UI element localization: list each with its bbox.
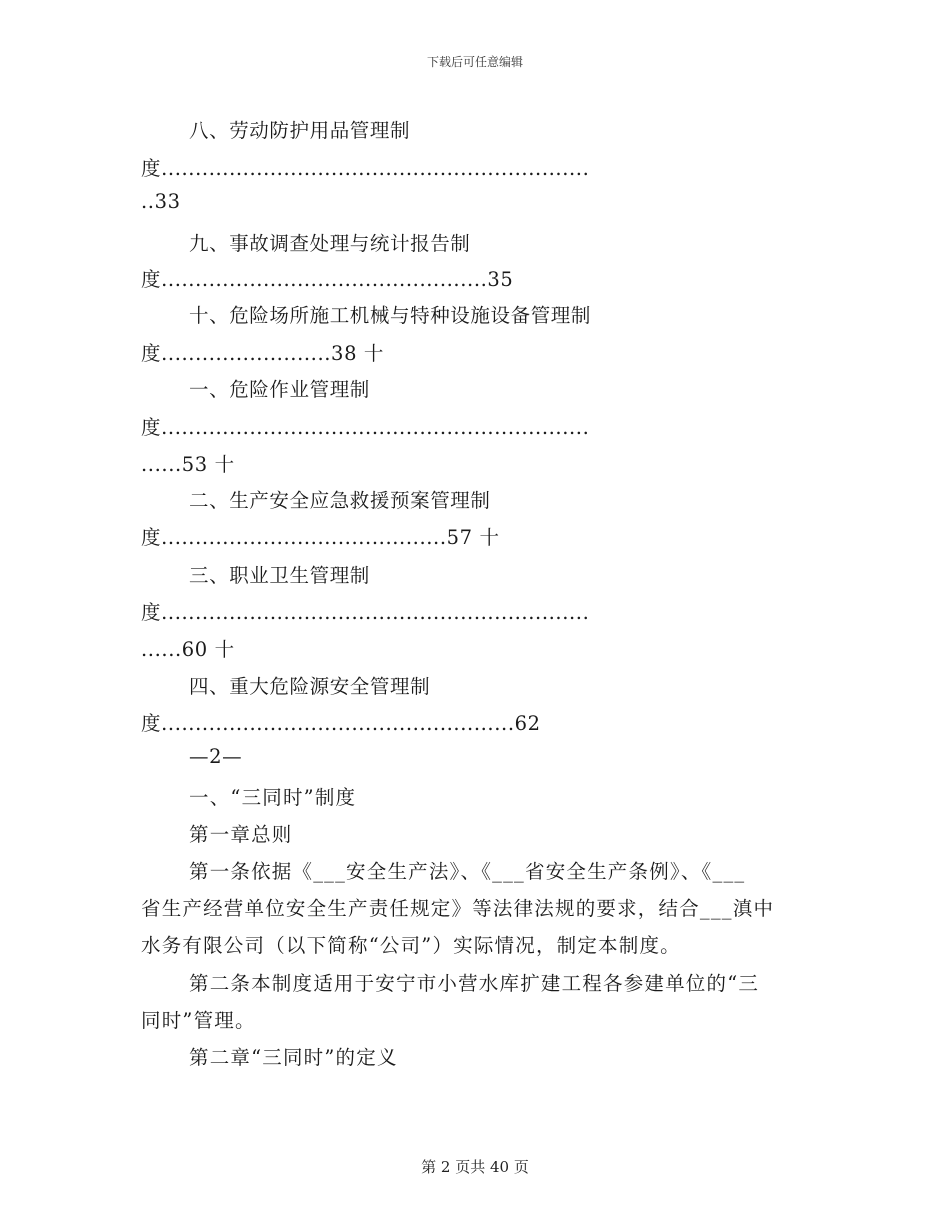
chapter-heading: 第二章“三同时”的定义 [189, 1046, 398, 1069]
toc-leader: 度............................................................... [141, 416, 590, 439]
toc-page-number: ......53 十 [141, 453, 235, 476]
page-header: 下载后可任意编辑 [426, 55, 523, 69]
toc-title: 八、劳动防护用品管理制 [189, 119, 411, 142]
toc-title: 九、事故调查处理与统计报告制 [189, 232, 471, 255]
toc-title: 十、危险场所施工机械与特种设施设备管理制 [189, 304, 592, 327]
section-title: 一、“三同时”制度 [189, 786, 357, 809]
toc-title: 四、重大危险源安全管理制 [189, 675, 431, 698]
article-line: 水务有限公司（以下简称“公司”）实际情况，制定本制度。 [141, 934, 681, 957]
toc-leader: 度................................................35 [141, 268, 514, 291]
toc-page-number: ......60 十 [141, 638, 235, 661]
toc-title: 一、危险作业管理制 [189, 378, 370, 401]
article-line: 同时”管理。 [141, 1009, 256, 1032]
page-footer: 第 2 页共 40 页 [421, 1158, 529, 1176]
page-marker: —2— [189, 745, 243, 768]
chapter-heading: 第一章总则 [189, 823, 293, 846]
toc-leader: 度....................................................62 [141, 712, 541, 735]
toc-leader: 度............................................................... [141, 601, 590, 624]
article-line: 第一条依据《___安全生产法》、《___省安全生产条例》、《___ [189, 860, 746, 883]
toc-title: 二、生产安全应急救援预案管理制 [189, 489, 491, 512]
toc-leader: 度..........................................57 十 [141, 526, 500, 549]
toc-title: 三、职业卫生管理制 [189, 564, 370, 587]
article-line: 省生产经营单位安全生产责任规定》等法律法规的要求，结合___滇中 [141, 897, 775, 920]
toc-page-number: ..33 [141, 190, 181, 213]
toc-leader: 度.........................38 十 [141, 342, 384, 365]
article-line: 第二条本制度适用于安宁市小营水库扩建工程各参建单位的“三 [189, 972, 760, 995]
toc-leader: 度............................................................... [141, 157, 590, 180]
